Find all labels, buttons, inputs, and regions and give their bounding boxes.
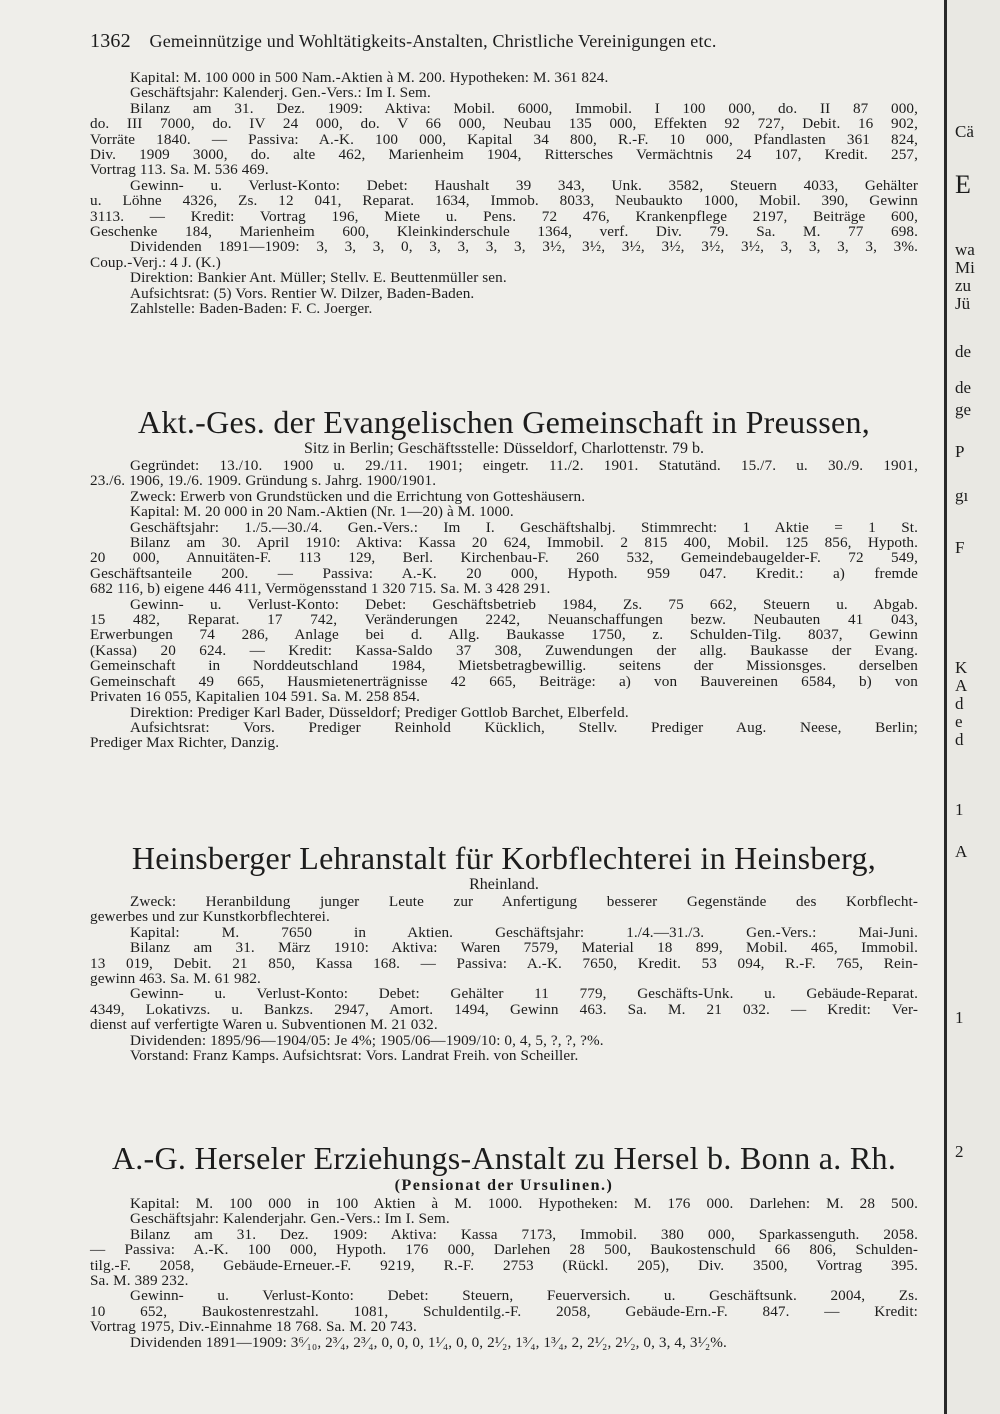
text-line: 682 116, b) eigene 446 411, Vermögensstand 1 320 715. Sa. M. 3 428 291. [90,580,551,598]
running-title: Gemeinnützige und Wohltätigkeits-Anstalten, Christliche Vereinigungen etc. [149,31,717,51]
text-line: Geschenke 184, Marienheim 600, Kleinkinderschule 1364, verf. Div. 79. Sa. M. 77 698. [90,223,918,241]
text-line: Bilanz am 31. Dez. 1909: Aktiva: Kassa 7173, Immobil. 380 000, Sparkassenguth. 2058. [130,1225,918,1243]
text-line: Geschäftsjahr: Kalenderj. Gen.-Vers.: Im I. Sem. [130,84,431,102]
text-line: Zweck: Heranbildung junger Leute zur Anfertigung besserer Gegenstände des Korbflecht- [130,893,918,910]
text-line: 15 482, Reparat. 17 742, Veränderungen 2242, Neuanschaffungen bezw. Neubauten 41 043, [90,611,918,629]
text-line: 4349, Lokativzs. u. Bankzs. 2947, Amort. 1494, Gewinn 463. Sa. M. 21 032. — Kredit: Ver- [90,1000,918,1018]
text-line: Dividenden 1891—1909: 3, 3, 3, 0, 3, 3, 3, 3, 3½, 3½, 3½, 3½, 3½, 3½, 3, 3, 3, 3, 3%. [130,238,918,256]
text-line: Kapital: M. 100 000 in 500 Nam.-Aktien à M. 200. Hypotheken: M. 361 824. [130,69,609,86]
text-line: Erwerbungen 74 286, Anlage bei d. Allg. Baukasse 1750, z. Schulden-Tilg. 8037, Gewinn [90,626,918,644]
adjacent-text: Cä [955,122,974,141]
adjacent-text: de [955,342,972,361]
entry-subtitle: Rheinland. [469,876,539,893]
adjacent-text: zu [955,276,972,295]
text-line: Sa. M. 389 232. [90,1272,189,1290]
text-line: Gewinn- u. Verlust-Konto: Debet: Steuern, Feuerversich. u. Geschäftsunk. 2004, Zs. [130,1287,918,1305]
text-line: Zahlstelle: Baden-Baden: F. C. Joerger. [130,300,373,318]
text-line: Gewinn- u. Verlust-Konto: Debet: Geschäftsbetrieb 1984, Zs. 75 662, Steuern u. Abgab. [130,595,918,613]
entry-baden [90,70,918,317]
text-line: — Passiva: A.-K. 100 000, Hypoth. 176 000, Darlehen 28 500, Baukostenschuld 66 806, Schulden- [90,1241,918,1259]
text-line: Dividenden: 1895/96—1904/05: Je 4%; 1905/06—1909/10: 0, 4, 5, ?, ?, ?%. [130,1031,604,1049]
text-line: Aufsichtsrat: Vors. Prediger Reinhold Kücklich, Stellv. Prediger Aug. Neese, Berlin; [130,718,918,736]
text-line: Geschäftsjahr: Kalenderjahr. Gen.-Vers.: Im I. Sem. [130,1210,450,1228]
text-line: Geschäftsjahr: 1./5.—30./4. Gen.-Vers.: Im I. Geschäftshalbj. Stimmrecht: 1 Aktie = 1 St. [130,518,918,536]
text-line: Bilanz am 30. April 1910: Aktiva: Kassa 20 624, Immobil. 2 815 400, Mobil. 125 856, Hypoth. [130,534,918,552]
text-line: Vortrag 113. Sa. M. 536 469. [90,161,269,179]
text-line: Zweck: Erwerb von Grundstücken und die Errichtung von Gotteshäusern. [130,487,586,505]
entry-title: Heinsberger Lehranstalt für Korbflechterei in Heinsberg, [131,840,877,876]
text-line: Aufsichtsrat: (5) Vors. Rentier W. Dilzer, Baden-Baden. [130,284,475,302]
adjacent-text: E [955,170,971,199]
text-line: Gegründet: 13./10. 1900 u. 29./11. 1901; eingetr. 11./2. 1901. Statutänd. 15./7. u. 30./9. 1901, [130,457,918,474]
text-line: 3113. — Kredit: Vortrag 196, Miete u. Pens. 72 476, Krankenpflege 2197, Beiträge 600, [90,207,918,225]
entry-hersel [90,1140,918,1350]
adjacent-text: gı [955,486,969,505]
entry-title: A.-G. Herseler Erziehungs-Anstalt zu Hersel b. Bonn a. Rh. [111,1140,897,1176]
text-line: Gemeinschaft in Norddeutschland 1984, Mietsbetragbewillig. seitens der Missionsges. derselben [90,657,918,675]
text-line: Div. 1909 3000, do. alte 462, Marienheim 1904, Rittersches Vermächtnis 24 107, Kredit. 257, [90,146,918,164]
adjacent-text: 1 [955,1008,964,1027]
text-line: Direktion: Bankier Ant. Müller; Stellv. E. Beuttenmüller sen. [130,269,507,287]
text-line: tilg.-F. 2058, Gebäude-Erneuer.-F. 9219, R.-F. 2753 (Rückl. 205), Div. 3500, Vortrag 395. [90,1256,918,1274]
text-line: 20 000, Annuitäten-F. 113 129, Berl. Kirchenbau-F. 260 532, Gemeindebaugelder-F. 72 549, [90,549,918,567]
adjacent-text: A [955,676,968,695]
text-line: gewerbes und zur Kunstkorbflechterei. [90,908,330,926]
adjacent-text: A [955,842,968,861]
text-line: Dividenden 1891—1909: 3⁶⁄₁₀, 2³⁄₄, 2³⁄₄, 0, 0, 0, 1¹⁄₄, 0, 0, 2¹⁄₂, 1³⁄₄, 1³⁄₄, 2, 2¹⁄₂, 2¹⁄₂, 0, 3, 4, 3¹⁄₂%. [130,1333,727,1351]
text-line: Bilanz am 31. März 1910: Aktiva: Waren 7579, Material 18 899, Mobil. 465, Immobil. [130,939,918,957]
entry-subtitle: Sitz in Berlin; Geschäftsstelle: Düsseldorf, Charlottenstr. 79 b. [304,440,704,457]
adjacent-text: 1 [955,800,964,819]
text-line: Gewinn- u. Verlust-Konto: Debet: Gehälter 11 779, Geschäfts-Unk. u. Gebäude-Reparat. [130,985,918,1003]
entry-subtitle: (Pensionat der Ursulinen.) [394,1177,614,1194]
text-line: do. III 7000, do. IV 24 000, do. V 66 000, Neubau 135 000, Effekten 92 727, Debit. 16 902, [90,115,918,133]
adjacent-text: F [955,538,965,557]
text-line: Kapital: M. 7650 in Aktien. Geschäftsjahr: 1./4.—31./3. Gen.-Vers.: Mai-Juni. [130,923,918,941]
adjacent-text: 2 [955,1142,964,1161]
text-line: Vorräte 1840. — Passiva: A.-K. 100 000, Kapital 34 800, R.-F. 10 000, Pfandlasten 361 824, [90,130,918,148]
adjacent-text: P [955,442,965,461]
entry-title: Akt.-Ges. der Evangelischen Gemeinschaft in Preussen, [137,404,871,440]
adjacent-text: K [955,658,968,677]
text-line: Vortrag 1975, Div.-Einnahme 18 768. Sa. M. 20 743. [90,1318,417,1336]
text-line: Coup.-Verj.: 4 J. (K.) [90,253,221,271]
text-line: Kapital: M. 100 000 in 100 Aktien à M. 1000. Hypotheken: M. 176 000. Darlehen: M. 28 500. [130,1195,918,1212]
adjacent-text: d [955,730,964,749]
text-line: 10 652, Baukostenrestzahl. 1081, Schuldentilg.-F. 2058, Gebäude-Ern.-F. 847. — Kredit: [90,1302,918,1320]
text-line: Gemeinschaft 49 665, Hausmietenerträgnisse 42 665, Beiträge: a) von Bauvereinen 6584, b) von [90,672,918,690]
text-line: 13 019, Debit. 21 850, Kassa 168. — Passiva: A.-K. 7650, Kredit. 53 094, R.-F. 765, Rein- [90,954,918,972]
adjacent-text: Jü [955,294,971,313]
adjacent-text: ge [955,400,972,419]
entry-evangelisch [90,404,918,751]
adjacent-text: wa [955,240,975,259]
page-header [90,30,930,53]
text-line: Privaten 16 055, Kapitalien 104 591. Sa. M. 258 854. [90,688,421,706]
adjacent-text: e [955,712,963,731]
adjacent-page-strip [947,0,1000,1414]
adjacent-text: d [955,694,964,713]
text-line: (Kassa) 20 624. — Kredit: Kassa-Saldo 37 308, Zuwendungen der allg. Baukasse der Evang. [90,641,918,659]
text-line: 23./6. 1906, 19./6. 1909. Gründung s. Jahrg. 1900/1901. [90,472,437,490]
adjacent-text: de [955,378,972,397]
text-line: Vorstand: Franz Kamps. Aufsichtsrat: Vors. Landrat Freih. von Scheiller. [130,1047,579,1065]
page-number: 1362 [90,30,131,52]
text-line: Prediger Max Richter, Danzig. [90,734,280,752]
text-line: dienst auf verfertigte Waren u. Subventionen M. 21 032. [90,1016,438,1034]
text-line: Kapital: M. 20 000 in 20 Nam.-Aktien (Nr. 1—20) à M. 1000. [130,503,514,521]
text-line: u. Löhne 4326, Zs. 12 041, Reparat. 1634, Immob. 8033, Neubaukto 1000, Mobil. 390, Gewinn [90,192,918,210]
text-line: Gewinn- u. Verlust-Konto: Debet: Haushalt 39 343, Unk. 3582, Steuern 4033, Gehälter [130,176,918,194]
text-line: Direktion: Prediger Karl Bader, Düsseldorf; Prediger Gottlob Barchet, Elberfeld. [130,703,629,721]
text-line: gewinn 463. Sa. M. 61 982. [90,970,261,988]
text-line: Geschäftsanteile 200. — Passiva: A.-K. 20 000, Hypoth. 959 047. Kredit.: a) fremde [90,564,918,582]
text-line: Bilanz am 31. Dez. 1909: Aktiva: Mobil. 6000, Immobil. I 100 000, do. II 87 000, [130,99,918,117]
entry-heinsberg [90,840,918,1063]
adjacent-text: Mi [955,258,975,277]
